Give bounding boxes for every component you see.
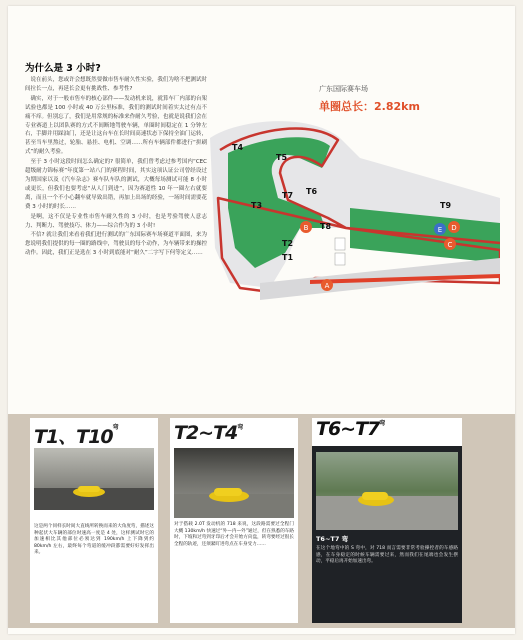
marker-label: B: [303, 224, 309, 232]
panel-text: 对于搭载 2.0T 发动机的 718 来说，这段路需要过全程门大概 130km/h 快速过“外—内—外”通过，但在熟悉的车路时，下坡和过弯到牙印后才会开始方向盘，转弯要经过很长全程的轨迹，还须紧盯进弯点在车身受力……: [174, 522, 294, 547]
turn-label: T9: [440, 201, 452, 210]
car-photo: [316, 452, 458, 530]
panel-suffix: 弯: [112, 424, 118, 431]
turn-label: T6: [306, 187, 318, 196]
car-photo: [174, 448, 294, 518]
map-title: 广东国际赛车场: [319, 85, 368, 93]
track-map: [200, 78, 500, 408]
article-heading: 为什么是 3 小时?: [25, 63, 101, 74]
panel-t2-t4: [170, 418, 298, 623]
lap-length: 单圈总长：2.82km: [319, 100, 420, 113]
turn-label: T4: [232, 143, 244, 152]
car-photo-drawing: [316, 452, 458, 530]
article-paragraph: 说在前头，您或许会想既然要做市售车耐久性实验，我们为啥不把测试时间拉长一点，再延长会更有挑战性、参考性?: [25, 77, 207, 92]
panel-text: 在这个地弯中的 S 弯中，对 718 而言需要非常考验操控者的车感路感，在车身稳定的时候车辆需要过来，然而我们在尾端也会发生摆动，平稳后再开始加速出弯。: [316, 546, 458, 565]
article-paragraph: 不信? 就让我们来看看我们进行测试的广东国际赛车场赛道平面图，来为您说明我们提供的每一圈的路线中，驾驶员的每个动作，为车辆带来的操控动作。因此，我们正是选在 3 小时到底能对“耐久”二字写下何等定义……: [25, 232, 207, 257]
turn-label: T1: [282, 253, 294, 262]
panel-text: 这是两个同样长时间大直线所转换而来的大角度弯，描述这种起伏大车辆的部位时速高一度是 4 处，这样测试时它的加速相比其他部位必须达到 190km/h 上下降到约 80km/h 左右，最终每个弯道的缓冲段都需要好好发挥出来。: [34, 524, 154, 556]
turn-label: T3: [251, 201, 263, 210]
article-body: [25, 76, 207, 259]
panel-t1-t10: [30, 418, 158, 623]
panel-suffix: 弯: [379, 420, 385, 427]
panel-suffix: 弯: [237, 424, 243, 431]
article-paragraph: 是啊，这不仅是专业性市售车耐久性的 3 小时，也是考验驾驶人意志力、判断力、驾驶技巧、体力——综合作为的 3 小时!: [25, 213, 207, 229]
pit-building: [335, 238, 345, 250]
panel-t6-t7: [312, 418, 462, 623]
marker-label: A: [324, 282, 330, 290]
pit-building: [335, 253, 345, 265]
marker-label: D: [451, 224, 457, 232]
turn-label: T5: [276, 153, 288, 162]
turn-label: T8: [320, 222, 332, 231]
panel-caption: T6~T7 弯: [316, 535, 349, 543]
panel-title: $T6\sim T7^弯$: [312, 418, 462, 446]
car-photo-drawing: [34, 448, 154, 510]
marker-label: C: [447, 241, 453, 249]
article-paragraph: 确实，对于一般市售车的核心部件——发动机来说，就算车厂内部的台架试验也都是 100 小时或 40 万公里标准，我们的测试时间着实太过有点不痛不痒。但别忘了，我们是用常规的标准来作耐久考验，也就是说我们会在专业赛道上以团队赛的方式不间断地驾驶车辆，单圈时间稳定在 1 分钟左右，手脚并用踩油门，还是让这台车在长时间高速状态下保持全油门运转，甚至当车里熬过，轮胎、悬挂、电机、空调……所有车辆部件都进行“拼刷式”的耐久考验。: [25, 95, 207, 156]
article-paragraph: 至于 3 小时这段时间怎么确定的? 很简单，我们曾考虑过参考国内“CEC 超级耐力锦标赛”年度第一站八门的赛程时间，其实这项认证公司曾经设过为期国家以及《汽车杂志》赛车队车队的测试，大概每场测试可能 8 小时或更长，但我们也要考虑“从人门到进”，因为赛道性 10 年一圈左右就要离，而且一个不小心翻车就导致出错，再加上出场的经验，一场时间需要花费 3 小时的时长……: [25, 159, 207, 210]
car-photo-drawing: [174, 448, 294, 518]
car-photo: [34, 448, 154, 510]
marker-label: E: [437, 226, 443, 234]
turn-label: T2: [282, 239, 294, 248]
panel-title: T1、$T10^弯$: [34, 424, 118, 448]
panel-title: $T2\sim T4^弯$: [174, 422, 243, 444]
turn-label: T7: [282, 191, 294, 200]
